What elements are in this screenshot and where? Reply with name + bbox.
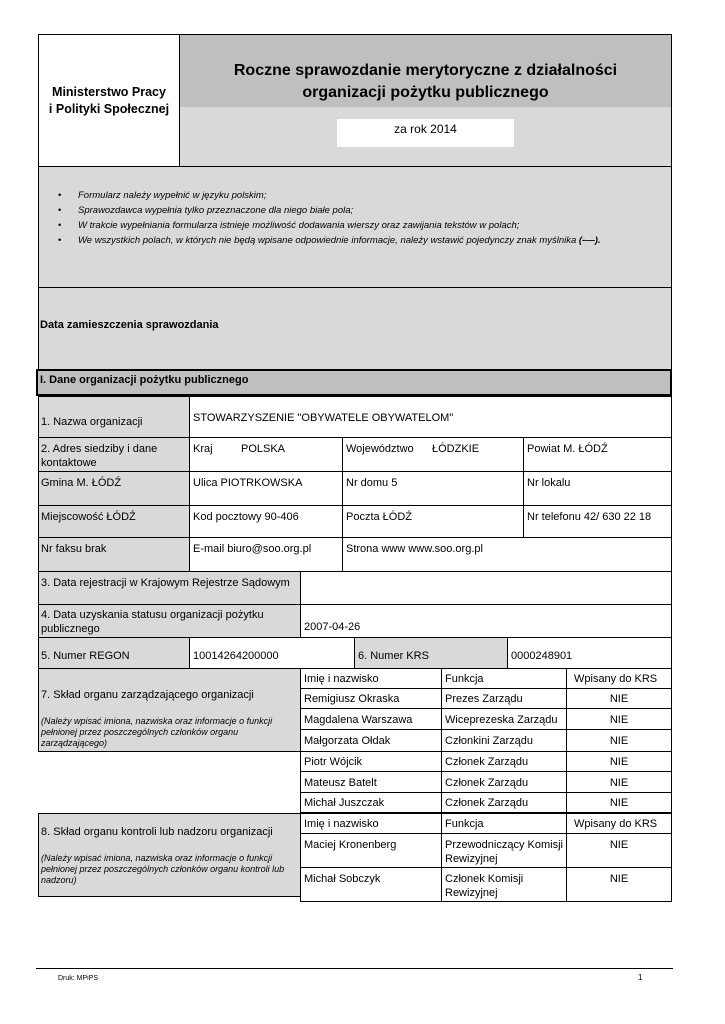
control-member-name[interactable]: Maciej Kronenberg <box>304 839 397 851</box>
regon-label: 5. Numer REGON <box>41 650 130 662</box>
opp-value[interactable]: 2007-04-26 <box>304 621 361 633</box>
board-member-name[interactable]: Remigiusz Okraska <box>304 693 400 705</box>
ministry-name <box>39 84 179 118</box>
ministry-line-2: i Polityki Społecznej <box>48 102 170 116</box>
board-member-name[interactable]: Małgorzata Ołdak <box>304 735 391 747</box>
poczta[interactable]: Poczta ŁÓDŹ <box>346 511 413 523</box>
control-member-krs[interactable]: NIE <box>609 839 629 851</box>
board-member-krs[interactable]: NIE <box>609 777 629 789</box>
board-member-name[interactable]: Mateusz Batelt <box>304 777 377 789</box>
board-member-krs[interactable]: NIE <box>609 735 629 747</box>
email[interactable]: E-mail biuro@soo.org.pl <box>193 543 312 555</box>
nr-domu[interactable]: Nr domu 5 <box>346 477 398 489</box>
ulica[interactable]: Ulica PIOTRKOWSKA <box>193 477 303 489</box>
board-member-krs[interactable]: NIE <box>609 693 629 705</box>
faks: Nr faksu brak <box>41 543 107 555</box>
instructions-list <box>58 188 658 248</box>
control-label: 8. Skład organu kontroli lub nadzoru organizacji <box>41 826 273 838</box>
krs-reg-label: 3. Data rejestracji w Krajowym Rejestrze Sądowym <box>41 577 290 589</box>
instruction-item: • Sprawozdawca wypełnia tylko przeznaczone dla niego białe pola; <box>58 205 354 216</box>
board-note: (Należy wpisać imiona, nazwiska oraz informacje o funkcji pełnionej przez poszczególnych członków organu zarządzającego) <box>41 716 273 748</box>
page-number: 1 <box>638 973 643 982</box>
instruction-item: • We wszystkich polach, w których nie będą wpisane odpowiednie informacje, należy wstawić pojedynczy znak myślnika (-—). <box>58 235 601 246</box>
board-header-function-text: Funkcja <box>445 673 484 685</box>
board-member-name[interactable]: Piotr Wójcik <box>304 756 363 768</box>
control-header-krs-text: Wpisany do KRS <box>574 818 658 830</box>
woj-label: Województwo <box>346 443 414 455</box>
print-label: Druk: MPiPS <box>58 975 99 982</box>
www[interactable]: Strona www www.soo.org.pl <box>346 543 483 555</box>
board-member-function[interactable]: Wiceprezeska Zarządu <box>445 714 558 726</box>
instruction-item: • Formularz należy wypełnić w języku polskim; <box>58 190 267 201</box>
board-header-name-text: Imię i nazwisko <box>304 673 379 685</box>
control-header-function-text: Funkcja <box>445 818 484 830</box>
board-member-krs[interactable]: NIE <box>609 797 629 809</box>
title-line-2: organizacji pożytku publicznego <box>302 84 549 101</box>
form-title <box>180 60 671 104</box>
name-label: 1. Nazwa organizacji <box>41 416 143 428</box>
footer-rule <box>36 968 673 969</box>
board-member-krs[interactable]: NIE <box>609 714 629 726</box>
address-label: 2. Adres siedziby i dane kontaktowe <box>41 443 158 469</box>
gmina: Gmina M. ŁÓDŹ <box>41 477 122 489</box>
control-member-krs[interactable]: NIE <box>609 873 629 885</box>
miejscowosc: Miejscowość ŁÓDŹ <box>41 511 136 523</box>
board-member-name[interactable]: Michał Juszczak <box>304 797 385 809</box>
krs-value[interactable]: 0000248901 <box>511 650 573 662</box>
krs-reg-value-cell[interactable] <box>300 571 672 605</box>
krs-label: 6. Numer KRS <box>358 650 429 662</box>
control-header-name-text: Imię i nazwisko <box>304 818 379 830</box>
section-1-heading: I. Dane organizacji pożytku publicznego <box>40 374 249 386</box>
board-member-krs[interactable]: NIE <box>609 756 629 768</box>
board-member-function[interactable]: Członkini Zarządu <box>445 735 534 747</box>
kod-pocztowy[interactable]: Kod pocztowy 90-406 <box>193 511 299 523</box>
control-note: (Należy wpisać imiona, nazwiska oraz informacje o funkcji pełnionej przez poszczególnych członków organu kontroli lub nadzoru) <box>41 853 285 885</box>
board-header-krs-text: Wpisany do KRS <box>574 673 658 685</box>
control-member-function[interactable]: Członek Komisji Rewizyjnej <box>445 873 524 899</box>
woj-value[interactable]: ŁÓDZKIE <box>432 443 480 455</box>
board-member-function[interactable]: Członek Zarządu <box>445 797 529 809</box>
date-label: Data zamieszczenia sprawozdania <box>40 319 219 331</box>
ministry-line-1: Ministerstwo Pracy <box>52 85 166 99</box>
year-field[interactable]: za rok 2014 <box>337 119 514 147</box>
kraj-label: Kraj <box>193 443 213 455</box>
name-value[interactable]: STOWARZYSZENIE "OBYWATELE OBYWATELOM" <box>193 412 454 424</box>
opp-label: 4. Data uzyskania statusu organizacji pożytku publicznego <box>41 609 264 635</box>
board-member-name[interactable]: Magdalena Warszawa <box>304 714 413 726</box>
powiat[interactable]: Powiat M. ŁÓDŹ <box>527 443 608 455</box>
nr-lokalu[interactable]: Nr lokalu <box>527 477 571 489</box>
board-member-function[interactable]: Prezes Zarządu <box>445 693 523 705</box>
control-member-name[interactable]: Michał Sobczyk <box>304 873 381 885</box>
title-line-1: Roczne sprawozdanie merytoryczne z działalności <box>233 62 618 79</box>
board-member-function[interactable]: Członek Zarządu <box>445 777 529 789</box>
telefon[interactable]: Nr telefonu 42/ 630 22 18 <box>527 511 652 523</box>
instruction-item: • W trakcie wypełniania formularza istnieje możliwość dodawania wierszy oraz zawijania tekstów w polach; <box>58 220 520 231</box>
board-member-function[interactable]: Członek Zarządu <box>445 756 529 768</box>
kraj-value[interactable]: POLSKA <box>241 443 286 455</box>
regon-value[interactable]: 10014264200000 <box>193 650 279 662</box>
control-member-function[interactable]: Przewodniczący Komisji Rewizyjnej <box>445 839 563 865</box>
board-label: 7. Skład organu zarządzającego organizacji <box>41 689 254 701</box>
